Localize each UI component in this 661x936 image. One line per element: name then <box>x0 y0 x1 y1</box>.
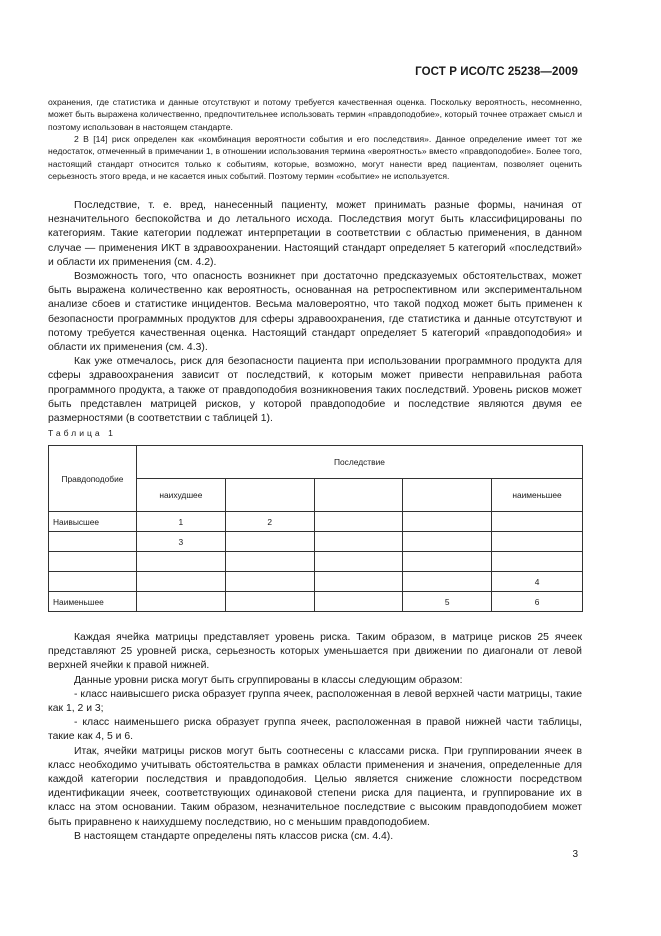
table-cell <box>314 532 403 552</box>
table-cell: 3 <box>136 532 225 552</box>
table-cell <box>314 512 403 532</box>
body-text-bottom <box>48 631 582 844</box>
table-cell <box>225 532 314 552</box>
row-label <box>49 572 137 592</box>
body-text-top <box>48 199 582 426</box>
table-cell <box>403 552 492 572</box>
sub-header <box>225 479 314 512</box>
sub-header <box>403 479 492 512</box>
table-cell: 6 <box>492 592 583 612</box>
col-header-title: Последствие <box>136 446 582 479</box>
paragraph-likelihood: Возможность того, что опасность возникнет при достаточно предсказуемых обстоятельствах, может быть выражена количественно как вероятность, основанная на ретроспективном или экспериментальном анализе сбоев и статистике инцидентов. Весьма маловероятно, что такой подход может быть применен к безопасности программных продуктов для сферы здравоохранения, где статистика и данные отсутствуют и потому требуется качественная оценка. Настоящий стандарт определяет 5 категорий «правдоподобия» и области их применения (см. 4.3). <box>48 271 582 354</box>
table-row <box>49 532 583 552</box>
note-2: 2 В [14] риск определен как «комбинация вероятности события и его последствия». Данное определение имеет тот же недостаток, отмеченный в примечании 1, в отношении использования термина «вероятность» вместо «правдоподобие». Более того, настоящий стандарт относится только к событиям, которые, возможно, могут нанести вред пациентам, позволяет оценить серьезность этого вреда, и не касается иных событий. Поэтому термин «событие» не используется. <box>48 134 582 181</box>
table-cell <box>492 512 583 532</box>
sub-header: наименьшее <box>492 479 583 512</box>
paragraph-five-classes: В настоящем стандарте определены пять классов риска (см. 4.4). <box>74 830 394 842</box>
table-cell <box>136 572 225 592</box>
list-item-lowest: - класс наименьшего риска образует группа ячеек, расположенная в правой нижней части таблицы, такие как 4, 5 и 6. <box>48 717 582 743</box>
list-item-highest: - класс наивысшего риска образует группа ячеек, расположенная в левой верхней части матрицы, такие как 1, 2 и 3; <box>48 688 582 715</box>
notes-block <box>48 96 582 133</box>
paragraph-consequence: Последствие, т. е. вред, нанесенный пациенту, может принимать разные формы, начиная от незначительного беспокойства и до летального исхода. Последствия могут быть классифицированы по категориям. Такие категории подлежат интерпретации в соответствии с областью применения, в данном случае — применения ИКТ в здравоохранении. Настоящий стандарт определяет 5 категорий «последствий» и области их применения (см. 4.2). <box>48 200 582 268</box>
table-cell <box>403 532 492 552</box>
sub-header <box>314 479 403 512</box>
page-number: 3 <box>572 849 578 860</box>
paragraph-classes: Итак, ячейки матрицы рисков могут быть соотнесены с классами риска. При группировании ячеек в класс необходимо учитывать обстоятельства в рамках области применения и значения, определенные для каждой категории последствия и правдоподобия. Целью является снижение сложности посредством идентификации ячеек, соответствующих одинаковой степени риска для пациента, и группирование их в класс на этом основании. Таким образом, незначительное последствие с высоким правдоподобием может быть приравнено к наихудшему последствию, но с меньшим правдоподобием. <box>48 745 582 828</box>
document-code: ГОСТ Р ИСО/ТС 25238—2009 <box>415 66 578 78</box>
table-cell <box>314 552 403 572</box>
table-cell: 4 <box>492 572 583 592</box>
table-cell <box>314 592 403 612</box>
row-label: Наименьшее <box>49 592 137 612</box>
notes-block-2 <box>48 133 582 182</box>
table-cell <box>225 572 314 592</box>
table-cell: 1 <box>136 512 225 532</box>
row-label: Наивысшее <box>49 512 137 532</box>
table-row <box>49 552 583 572</box>
table-cell: 5 <box>403 592 492 612</box>
table-cell <box>136 592 225 612</box>
row-header-title: Правдоподобие <box>49 446 137 512</box>
paragraph-risk-matrix: Как уже отмечалось, риск для безопасности пациента при использовании программного продукта для сферы здравоохранения зависит от последствий, к которым может привести неправильная работа программного продукта, а также от правдоподобия возникновения таких последствий. Уровень рисков может быть представлен матрицей рисков, у которой правдоподобие и последствие являются двумя ее размерностями (в соответствии с таблицей 1). <box>48 356 582 425</box>
table-row <box>49 592 583 612</box>
table-cell <box>225 552 314 572</box>
paragraph-cells: Каждая ячейка матрицы представляет уровень риска. Таким образом, в матрице рисков 25 ячеек представляют 25 уровней риска, серьезность которых уменьшается при движении по диагонали от левой верхней ячейки к правой нижней. <box>48 632 582 672</box>
table-cell <box>403 572 492 592</box>
risk-matrix-table <box>48 445 583 612</box>
table-cell <box>314 572 403 592</box>
row-label <box>49 532 137 552</box>
sub-header: наихудшее <box>136 479 225 512</box>
table-row <box>49 512 583 532</box>
paragraph-grouping: Данные уровни риска могут быть сгруппированы в классы следующим образом: <box>74 674 463 686</box>
table-cell <box>136 552 225 572</box>
table-header-row <box>49 446 583 479</box>
row-label <box>49 552 137 572</box>
table-cell <box>492 532 583 552</box>
table-row <box>49 572 583 592</box>
table-cell <box>225 592 314 612</box>
table-cell: 2 <box>225 512 314 532</box>
table-cell <box>403 512 492 532</box>
table-caption: Таблица 1 <box>48 428 116 438</box>
note-continuation: охранения, где статистика и данные отсутствуют и потому требуется качественная оценка. Поскольку вероятность, несомненно, может быть выражена количественно, предпочтительнее использовать термин «правдоподобие», который точнее отражает смысл и поэтому использован в настоящем стандарте. <box>48 97 582 132</box>
table-cell <box>492 552 583 572</box>
